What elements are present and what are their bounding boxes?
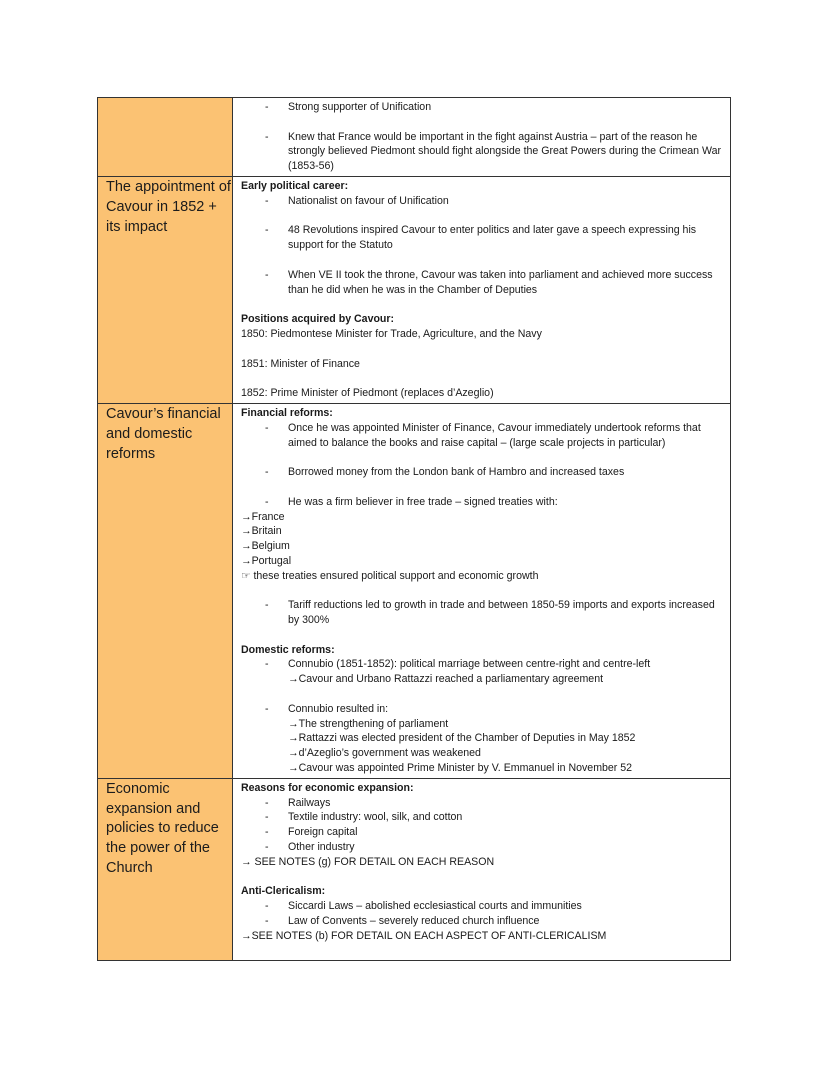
bullet-text: Siccardi Laws – abolished ecclesiastical courts and immunities — [288, 900, 582, 913]
bullet-text: When VE II took the throne, Cavour was taken into parliament and achieved more success than he did when he was in the Chamber of Deputies — [288, 268, 713, 296]
bullet-text: Other industry — [288, 841, 355, 854]
bullet-item — [241, 194, 724, 209]
table-row — [97, 404, 731, 779]
dash-bullet-icon: - — [265, 224, 269, 237]
bullet-text: Borrowed money from the London bank of Hambro and increased taxes — [288, 466, 625, 479]
spacer — [241, 584, 724, 599]
dash-bullet-icon: - — [265, 101, 269, 113]
dash-bullet-icon: - — [265, 811, 269, 824]
dash-bullet-icon: - — [265, 826, 269, 839]
topic-cell — [98, 98, 233, 176]
spacer — [241, 687, 724, 702]
text-line: ☞ these treaties ensured political support and economic growth — [241, 569, 539, 582]
topic-cell: Cavour’s financial and domestic reforms — [98, 404, 233, 778]
text-line: 1851: Minister of Finance — [241, 357, 360, 370]
bullet-item — [241, 657, 724, 672]
text-line: →France — [241, 510, 285, 523]
text-line: →Portugal — [241, 554, 292, 567]
dash-bullet-icon: - — [265, 900, 269, 913]
spacer — [241, 209, 724, 224]
bullet-item — [241, 899, 724, 914]
dash-bullet-icon: - — [265, 495, 269, 508]
section-heading: Domestic reforms: — [241, 643, 335, 656]
text-line: 1850: Piedmontese Minister for Trade, Agriculture, and the Navy — [241, 327, 542, 340]
section-heading: Early political career: — [241, 179, 349, 192]
spacer — [241, 870, 724, 885]
sub-item: →Cavour was appointed Prime Minister by V. Emmanuel in November 52 — [288, 762, 633, 775]
dash-bullet-icon: - — [265, 130, 269, 143]
bullet-item — [241, 810, 724, 825]
dash-bullet-icon: - — [265, 421, 269, 434]
text-line: →Britain — [241, 525, 282, 538]
bullet-text: Strong supporter of Unification — [288, 101, 432, 113]
sub-item: →d’Azeglio’s government was weakened — [288, 747, 481, 760]
dash-bullet-icon: - — [265, 658, 269, 671]
spacer — [241, 944, 724, 959]
bullet-item — [241, 421, 724, 451]
notes-cell — [233, 404, 730, 778]
bullet-text: Nationalist on favour of Unification — [288, 194, 449, 207]
bullet-text: He was a firm believer in free trade – signed treaties with: — [288, 495, 558, 508]
bullet-item — [241, 796, 724, 811]
spacer — [241, 115, 724, 130]
spacer — [241, 450, 724, 465]
spacer — [241, 371, 724, 386]
dash-bullet-icon: - — [265, 915, 269, 928]
notes-cell — [233, 98, 730, 176]
bullet-item — [241, 598, 724, 628]
table-row — [97, 779, 731, 962]
notes-table — [97, 97, 731, 961]
bullet-text: Knew that France would be important in the fight against Austria – part of the reason he strongly believed Piedmont should fight alongside the Great Powers during the Crimean War (1853-56) — [288, 130, 722, 173]
bullet-item — [241, 840, 724, 855]
bullet-item — [241, 100, 724, 115]
text-line: → SEE NOTES (g) FOR DETAIL ON EACH REASON — [241, 855, 495, 868]
sub-item: →Cavour and Urbano Rattazzi reached a parliamentary agreement — [288, 673, 604, 686]
bullet-text: Law of Convents – severely reduced church influence — [288, 915, 540, 928]
bullet-item — [241, 465, 724, 480]
section-heading: Reasons for economic expansion: — [241, 781, 414, 794]
spacer — [241, 253, 724, 268]
bullet-item — [241, 268, 724, 298]
sub-item: →The strengthening of parliament — [288, 717, 449, 730]
sub-item: →Rattazzi was elected president of the Chamber of Deputies in May 1852 — [288, 732, 636, 745]
notes-cell — [233, 177, 730, 403]
bullet-item — [241, 702, 724, 717]
bullet-text: Once he was appointed Minister of Finance, Cavour immediately undertook reforms that aimed to balance the books and raise capital – (large scale projects in particular) — [288, 421, 701, 449]
bullet-text: Tariff reductions led to growth in trade and between 1850-59 imports and exports increased by 300% — [288, 599, 715, 627]
bullet-item — [241, 825, 724, 840]
topic-cell: Economic expansion and policies to reduce the power of the Church — [98, 779, 233, 961]
table-row — [97, 177, 731, 404]
spacer — [241, 342, 724, 357]
dash-bullet-icon: - — [265, 268, 269, 281]
bullet-text: Textile industry: wool, silk, and cotton — [288, 811, 463, 824]
dash-bullet-icon: - — [265, 841, 269, 854]
dash-bullet-icon: - — [265, 194, 269, 207]
text-line: →SEE NOTES (b) FOR DETAIL ON EACH ASPECT OF ANTI-CLERICALISM — [241, 929, 607, 942]
section-heading: Anti-Clericalism: — [241, 885, 326, 898]
bullet-item — [241, 914, 724, 929]
dash-bullet-icon: - — [265, 702, 269, 715]
bullet-item — [241, 223, 724, 253]
bullet-text: Railways — [288, 796, 331, 809]
section-heading: Financial reforms: — [241, 406, 333, 419]
bullet-text: Connubio resulted in: — [288, 702, 389, 715]
table-row — [97, 97, 731, 177]
spacer — [241, 297, 724, 312]
topic-cell: The appointment of Cavour in 1852 + its impact — [98, 177, 233, 403]
dash-bullet-icon: - — [265, 466, 269, 479]
section-heading: Positions acquired by Cavour: — [241, 313, 395, 326]
text-line: 1852: Prime Minister of Piedmont (replaces d’Azeglio) — [241, 387, 494, 400]
bullet-item — [241, 495, 724, 510]
dash-bullet-icon: - — [265, 599, 269, 612]
bullet-text: Connubio (1851-1852): political marriage between centre-right and centre-left — [288, 658, 651, 671]
bullet-text: Foreign capital — [288, 826, 358, 839]
bullet-text: 48 Revolutions inspired Cavour to enter politics and later gave a speech expressing his support for the Statuto — [288, 224, 697, 252]
bullet-item — [241, 130, 724, 174]
dash-bullet-icon: - — [265, 796, 269, 809]
spacer — [241, 628, 724, 643]
text-line: →Belgium — [241, 540, 290, 553]
spacer — [241, 480, 724, 495]
notes-cell — [233, 779, 730, 961]
